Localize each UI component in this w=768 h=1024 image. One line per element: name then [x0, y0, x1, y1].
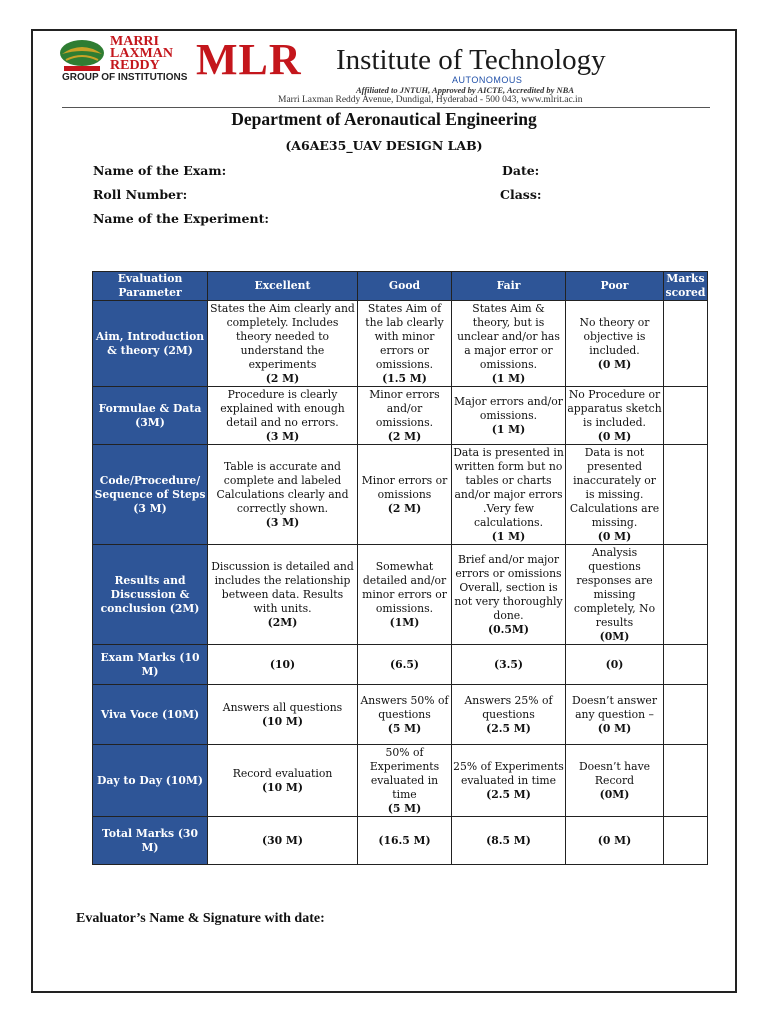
header-excellent: Excellent — [208, 272, 358, 301]
evaluation-parameter-cell: Code/Procedure/ Sequence of Steps (3 M) — [93, 445, 208, 545]
autonomous-label: AUTONOMOUS — [452, 75, 523, 85]
marks-scored-cell[interactable] — [664, 387, 708, 445]
criteria-cell — [208, 445, 358, 545]
rubric-row — [93, 817, 708, 865]
criteria-marks: (2.5 M) — [486, 787, 531, 801]
rubric-table — [92, 271, 708, 865]
evaluation-parameter-cell: Formulae & Data (3M) — [93, 387, 208, 445]
criteria-marks: (1 M) — [491, 422, 526, 436]
criteria-cell — [358, 745, 452, 817]
criteria-cell — [452, 301, 566, 387]
criteria-description: Doesn’t answer any question – — [572, 693, 657, 721]
criteria-cell — [452, 645, 566, 685]
criteria-marks: (1.5 M) — [382, 371, 427, 385]
criteria-description: 25% of Experiments evaluated in time — [453, 759, 564, 787]
criteria-cell — [208, 817, 358, 865]
rubric-row — [93, 685, 708, 745]
criteria-cell — [452, 445, 566, 545]
exam-name-label: Name of the Exam: — [93, 163, 227, 178]
criteria-marks: (0) — [605, 657, 624, 671]
criteria-marks: (0.5M) — [488, 622, 529, 636]
brand-line: REDDY — [110, 58, 160, 73]
affiliation-line: Affiliated to JNTUH, Approved by AICTE, Accredited by NBA — [356, 85, 574, 95]
criteria-marks: (6.5) — [389, 657, 419, 671]
criteria-marks: (0 M) — [597, 429, 632, 443]
marks-scored-cell[interactable] — [664, 685, 708, 745]
criteria-marks: (0 M) — [597, 721, 632, 735]
criteria-cell — [452, 745, 566, 817]
criteria-cell — [208, 685, 358, 745]
roll-number-label: Roll Number: — [93, 187, 188, 202]
evaluator-signature-label: Evaluator’s Name & Signature with date: — [76, 911, 325, 926]
marks-scored-cell[interactable] — [664, 645, 708, 685]
criteria-marks: (2 M) — [387, 429, 422, 443]
criteria-cell — [566, 685, 664, 745]
criteria-description: States Aim of the lab clearly with minor errors or omissions. — [365, 301, 444, 371]
brand-line: MARRI — [110, 34, 159, 49]
criteria-marks: (1M) — [389, 615, 420, 629]
criteria-marks: (0M) — [599, 629, 630, 643]
criteria-cell — [358, 645, 452, 685]
criteria-cell — [358, 545, 452, 645]
criteria-marks: (3.5) — [493, 657, 523, 671]
criteria-cell — [452, 387, 566, 445]
institution-emblem-icon — [58, 38, 106, 74]
criteria-marks: (2.5 M) — [486, 721, 531, 735]
criteria-marks: (10 M) — [262, 714, 303, 728]
rubric-header-row — [93, 272, 708, 301]
criteria-marks: (3 M) — [265, 515, 300, 529]
evaluation-parameter-cell: Exam Marks (10 M) — [93, 645, 208, 685]
header-good: Good — [358, 272, 452, 301]
criteria-marks: (16.5 M) — [378, 833, 431, 847]
class-label: Class: — [500, 187, 542, 202]
criteria-marks: (30 M) — [262, 833, 303, 847]
criteria-marks: (10) — [269, 657, 296, 671]
criteria-description: Somewhat detailed and/or minor errors or omissions. — [362, 559, 447, 615]
evaluation-parameter-cell: Aim, Introduction & theory (2M) — [93, 301, 208, 387]
criteria-marks: (3 M) — [265, 429, 300, 443]
date-label: Date: — [502, 163, 540, 178]
criteria-marks: (2 M) — [387, 501, 422, 515]
criteria-cell — [358, 301, 452, 387]
criteria-description: Procedure is clearly explained with enough detail and no errors. — [220, 387, 345, 429]
criteria-cell — [452, 545, 566, 645]
criteria-cell — [358, 445, 452, 545]
criteria-description: Data is not presented inaccurately or is missing. Calculations are missing. — [569, 445, 660, 529]
rubric-body — [93, 301, 708, 865]
criteria-description: Minor errors or omissions — [361, 473, 448, 501]
criteria-description: Record evaluation — [232, 766, 333, 780]
evaluation-parameter-cell: Total Marks (30 M) — [93, 817, 208, 865]
brand-line: LAXMAN — [110, 46, 173, 61]
rubric-row — [93, 645, 708, 685]
marks-scored-cell[interactable] — [664, 745, 708, 817]
criteria-cell — [358, 817, 452, 865]
header-marks-scored: Marks scored — [664, 272, 708, 301]
criteria-marks: (1 M) — [491, 371, 526, 385]
criteria-cell — [208, 545, 358, 645]
criteria-cell — [208, 387, 358, 445]
criteria-cell — [566, 645, 664, 685]
criteria-description: Data is presented in written form but no tables or charts and/or major errors .Very few calculations. — [453, 445, 564, 529]
criteria-marks: (0M) — [599, 787, 630, 801]
criteria-cell — [566, 545, 664, 645]
criteria-cell — [358, 387, 452, 445]
criteria-cell — [566, 387, 664, 445]
criteria-description: States Aim & theory, but is unclear and/or has a major error or omissions. — [457, 301, 560, 371]
criteria-description: Answers 50% of questions — [360, 693, 449, 721]
criteria-cell — [452, 685, 566, 745]
criteria-description: Answers all questions — [222, 700, 343, 714]
criteria-description: No theory or objective is included. — [579, 315, 650, 357]
department-title: Department of Aeronautical Engineering — [231, 109, 537, 129]
logo-acronym: MLR — [196, 35, 302, 84]
header-fair: Fair — [452, 272, 566, 301]
criteria-cell — [566, 745, 664, 817]
group-tagline: GROUP OF INSTITUTIONS — [62, 72, 188, 83]
lab-title: (A6AE35_UAV DESIGN LAB) — [285, 138, 483, 153]
criteria-description: Major errors and/or omissions. — [454, 394, 563, 422]
marks-scored-cell[interactable] — [664, 545, 708, 645]
criteria-marks: (1 M) — [491, 529, 526, 543]
criteria-cell — [208, 645, 358, 685]
criteria-description: No Procedure or apparatus sketch is included. — [567, 387, 662, 429]
criteria-marks: (2M) — [267, 615, 298, 629]
criteria-description: Minor errors and/or omissions. — [369, 387, 440, 429]
header-poor: Poor — [566, 272, 664, 301]
criteria-description: Doesn’t have Record — [578, 759, 651, 787]
header-evaluation-parameter: Evaluation Parameter — [93, 272, 208, 301]
criteria-cell — [566, 817, 664, 865]
rubric-row — [93, 301, 708, 387]
criteria-cell — [452, 817, 566, 865]
criteria-description: Analysis questions responses are missing completely, No results — [573, 545, 656, 629]
criteria-description: States the Aim clearly and completely. Includes theory needed to understand the experiments — [210, 301, 355, 371]
criteria-cell — [208, 301, 358, 387]
criteria-marks: (10 M) — [262, 780, 303, 794]
criteria-marks: (2 M) — [265, 371, 300, 385]
evaluation-parameter-cell: Day to Day (10M) — [93, 745, 208, 817]
criteria-description: Table is accurate and complete and labeled Calculations clearly and correctly shown. — [216, 459, 349, 515]
evaluation-parameter-cell: Results and Discussion & conclusion (2M) — [93, 545, 208, 645]
criteria-marks: (0 M) — [597, 833, 632, 847]
marks-scored-cell[interactable] — [664, 817, 708, 865]
marks-scored-cell[interactable] — [664, 301, 708, 387]
rubric-row — [93, 545, 708, 645]
criteria-description: Brief and/or major errors or omissions Overall, section is not very thoroughly done. — [454, 552, 563, 622]
rubric-row — [93, 445, 708, 545]
marks-scored-cell[interactable] — [664, 445, 708, 545]
criteria-description: 50% of Experiments evaluated in time — [369, 745, 440, 801]
rubric-row — [93, 745, 708, 817]
criteria-description: Answers 25% of questions — [464, 693, 553, 721]
address-line: Marri Laxman Reddy Avenue, Dundigal, Hyderabad - 500 043, www.mlrit.ac.in — [278, 95, 583, 105]
criteria-cell — [566, 301, 664, 387]
experiment-name-label: Name of the Experiment: — [93, 211, 269, 226]
criteria-cell — [358, 685, 452, 745]
criteria-cell — [566, 445, 664, 545]
rubric-row — [93, 387, 708, 445]
institute-name: Institute of Technology — [336, 44, 606, 76]
criteria-marks: (5 M) — [387, 801, 422, 815]
header-divider — [62, 107, 710, 108]
criteria-marks: (0 M) — [597, 357, 632, 371]
criteria-marks: (0 M) — [597, 529, 632, 543]
criteria-description: Discussion is detailed and includes the relationship between data. Results with units. — [211, 559, 354, 615]
brand-name — [110, 36, 173, 72]
criteria-marks: (8.5 M) — [486, 833, 531, 847]
criteria-cell — [208, 745, 358, 817]
criteria-marks: (5 M) — [387, 721, 422, 735]
evaluation-parameter-cell: Viva Voce (10M) — [93, 685, 208, 745]
